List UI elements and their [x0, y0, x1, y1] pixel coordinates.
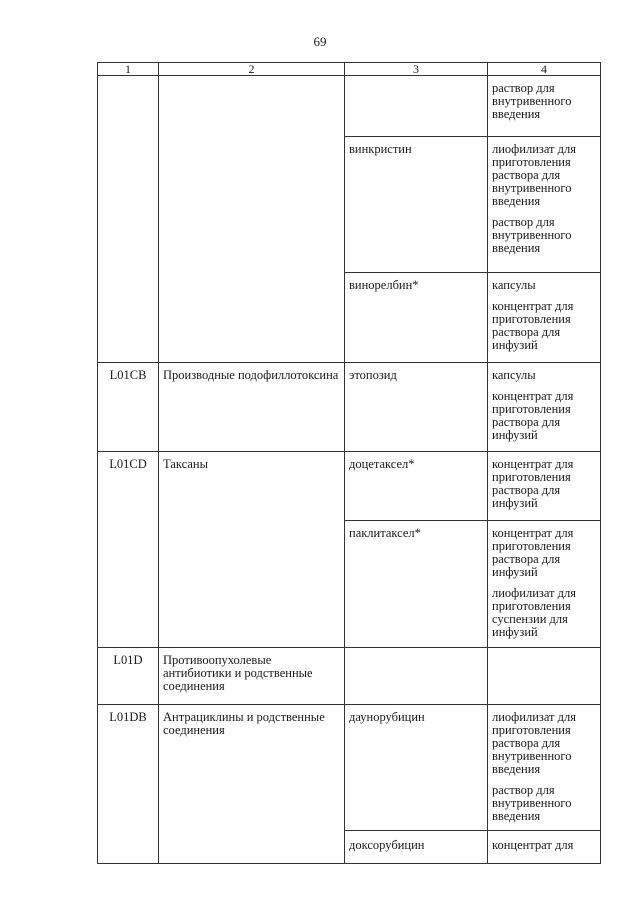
- group-name-cell: [159, 76, 345, 363]
- dosage-form: лиофилизат для приготовления раствора для внутривенного введения: [492, 142, 576, 208]
- dosage-form-cell: [488, 521, 601, 648]
- atc-code-cell: L01CB: [98, 363, 159, 452]
- dosage-form-cell: [488, 137, 601, 273]
- dosage-form: концентрат для приготовления раствора для инфузий: [492, 526, 574, 579]
- group-name-cell: Таксаны: [159, 452, 345, 648]
- drug-name-cell: [345, 76, 488, 137]
- column-number-2: 2: [159, 63, 345, 76]
- dosage-form: лиофилизат для приготовления раствора для внутривенного введения: [492, 710, 576, 776]
- drug-name-cell: [345, 648, 488, 705]
- dosage-form: концентрат для: [492, 838, 574, 852]
- column-number-4: 4: [488, 63, 601, 76]
- dosage-form: концентрат для приготовления раствора для инфузий: [492, 457, 574, 510]
- drug-name-cell: доцетаксел*: [345, 452, 488, 521]
- dosage-form: раствор для внутривенного введения: [492, 783, 572, 823]
- dosage-form-cell: [488, 76, 601, 137]
- dosage-form: капсулы: [492, 278, 536, 292]
- atc-code-cell: L01CD: [98, 452, 159, 648]
- dosage-form-cell: [488, 273, 601, 363]
- table-row: [98, 648, 601, 705]
- drug-table: [97, 62, 601, 864]
- page-number: 69: [313, 34, 327, 49]
- column-number-1: 1: [98, 63, 159, 76]
- drug-name-cell: даунорубицин: [345, 705, 488, 831]
- dosage-form: раствор для внутривенного введения: [492, 81, 572, 121]
- drug-name-cell: доксорубицин: [345, 831, 488, 864]
- table-row: [98, 705, 601, 831]
- table-row: [98, 452, 601, 521]
- drug-name-cell: этопозид: [345, 363, 488, 452]
- dosage-form-cell: [488, 363, 601, 452]
- table-row: [98, 76, 601, 137]
- group-name-cell: Противоопухолевые антибиотики и родственные соединения: [159, 648, 345, 705]
- dosage-form-cell: [488, 705, 601, 831]
- drug-name-cell: винорелбин*: [345, 273, 488, 363]
- dosage-form-cell: [488, 831, 601, 864]
- atc-code-cell: L01D: [98, 648, 159, 705]
- dosage-form: лиофилизат для приготовления суспензии для инфузий: [492, 586, 576, 639]
- group-name-cell: Антрациклины и родственные соединения: [159, 705, 345, 864]
- dosage-form: концентрат для приготовления раствора для инфузий: [492, 299, 574, 352]
- group-name-cell: Производные подофиллотоксина: [159, 363, 345, 452]
- column-number-row: [98, 63, 601, 76]
- atc-code-cell: L01DB: [98, 705, 159, 864]
- dosage-form: концентрат для приготовления раствора для инфузий: [492, 389, 574, 442]
- dosage-form: капсулы: [492, 368, 536, 382]
- drug-name-cell: паклитаксел*: [345, 521, 488, 648]
- column-number-3: 3: [345, 63, 488, 76]
- table-row: [98, 363, 601, 452]
- atc-code-cell: [98, 76, 159, 363]
- dosage-form-cell: [488, 648, 601, 705]
- dosage-form: раствор для внутривенного введения: [492, 215, 572, 255]
- dosage-form-cell: [488, 452, 601, 521]
- drug-name-cell: винкристин: [345, 137, 488, 273]
